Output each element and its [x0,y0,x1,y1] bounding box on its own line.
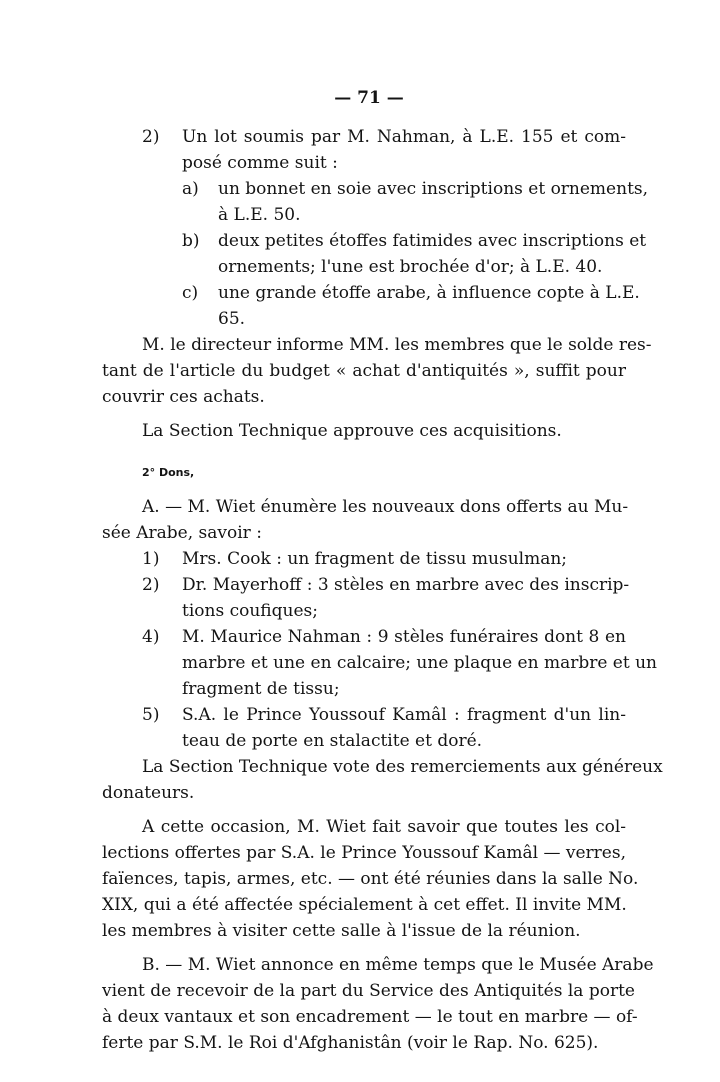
section-heading-dons: 2° Dons, [142,466,195,479]
don-number: 2) [142,575,160,595]
don-item-4 [102,624,658,702]
paragraph-directeur [102,332,652,410]
list-item-line: fragment de tissu; [182,679,340,699]
paragraph-line: XIX, qui a été affectée spécialement à cet effet. Il invite MM. [102,895,627,915]
paragraph-line: couvrir ces achats. [102,387,265,407]
paragraph-line: M. le directeur informe MM. les membres que le solde res- [142,335,652,355]
paragraph-line: à deux vantaux et son encadrement — le tout en marbre — of- [102,1007,638,1027]
subitem-c-label: c) [182,283,199,303]
list-item-line: 5) S.A. le Prince Youssouf Kamâl : fragment d'un lin- [102,702,626,728]
paragraph-line: tant de l'article du budget « achat d'antiquités », suffit pour [102,361,626,381]
paragraph-approuve: La Section Technique approuve ces acquisitions. [142,421,562,441]
paragraph-line: les membres à visiter cette salle à l'issue de la réunion. [102,921,581,941]
list-item-line: teau de porte en stalactite et doré. [182,731,483,751]
paragraph-remerciements [102,754,663,806]
subitem-a-label: a) [182,179,199,199]
paragraph-occasion [102,814,639,944]
subitem-a-line-1: a) un bonnet en soie avec inscriptions et ornements, [102,176,626,202]
subitem-b-line-1: b) deux petites étoffes fatimides avec inscriptions et [102,228,626,254]
paragraph-a [102,494,629,546]
subitem-c-line-2: 65. [218,309,246,329]
don-number: 5) [142,705,160,725]
subitem-b [102,228,647,280]
paragraph-line: faïences, tapis, armes, etc. — ont été réunies dans la salle No. [102,869,639,889]
item-2-line-2: posé comme suit : [182,153,338,173]
list-item-line: 1) Mrs. Cook : un fragment de tissu musulman; [102,546,626,572]
don-number: 4) [142,627,160,647]
item-2-line-1: 2) Un lot soumis par M. Nahman, à L.E. 155 et com- [102,124,626,150]
don-item-1 [102,546,626,572]
subitem-c-line-1: c) une grande étoffe arabe, à influence copte à L.E. [102,280,626,306]
subitem-c [102,280,640,332]
subitem-a-line-2: à L.E. 50. [218,205,301,225]
dons-list [102,546,658,754]
document-page [102,88,663,1056]
paragraph-line: vient de recevoir de la part du Service des Antiquités la porte [102,981,635,1001]
subitem-b-line-2: ornements; l'une est brochée d'or; à L.E. 40. [218,257,603,277]
list-item-line: marbre et une en calcaire; une plaque en marbre et un [182,653,658,673]
item-2-lot-nahman [102,124,649,332]
page-number: — 71 — [334,88,404,108]
paragraph-line: sée Arabe, savoir : [102,523,262,543]
list-item-line: 2) Dr. Mayerhoff : 3 stèles en marbre avec des inscrip- [102,572,626,598]
don-number: 1) [142,549,160,569]
paragraph-line: A. — M. Wiet énumère les nouveaux dons offerts au Mu- [142,497,629,517]
paragraph-line: lections offertes par S.A. le Prince Youssouf Kamâl — verres, [102,843,626,863]
item-2-number: 2) [142,127,160,147]
don-item-2 [102,572,630,624]
list-item-line: 4) M. Maurice Nahman : 9 stèles funéraires dont 8 en [102,624,626,650]
subitem-a [102,176,649,228]
subitem-b-label: b) [182,231,200,251]
paragraph-line: ferte par S.M. le Roi d'Afghanistân (voir le Rap. No. 625). [102,1033,599,1053]
paragraph-line: La Section Technique vote des remerciements aux généreux [142,757,663,777]
paragraph-line: A cette occasion, M. Wiet fait savoir que toutes les col- [142,817,626,837]
don-item-5 [102,702,626,754]
paragraph-b [102,952,654,1056]
paragraph-line: B. — M. Wiet annonce en même temps que le Musée Arabe [142,955,654,975]
paragraph-line: donateurs. [102,783,195,803]
list-item-line: tions coufiques; [182,601,318,621]
